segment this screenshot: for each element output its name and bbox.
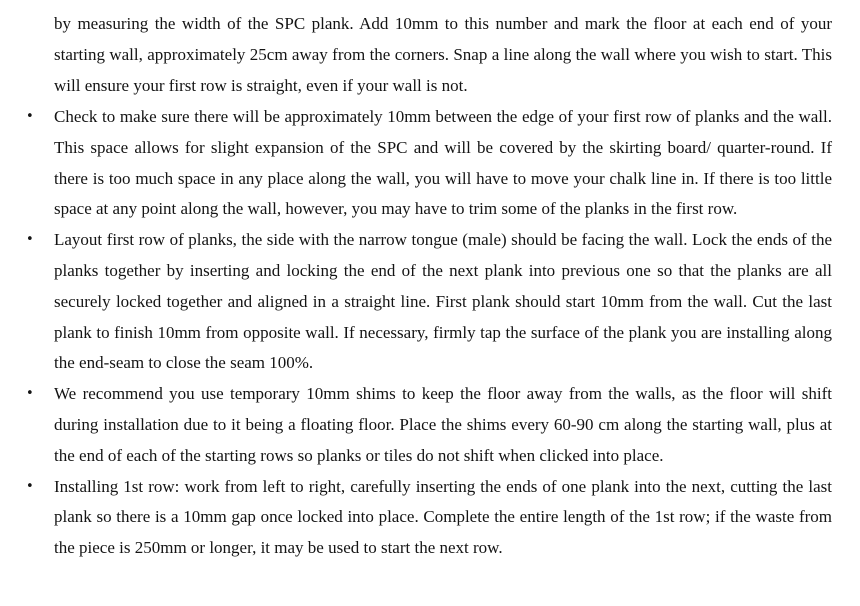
list-item-text: Layout first row of planks, the side with the narrow tongue (male) should be facing the wall. Lock the ends of the planks together by inserting and locking the end of the next plank into previous one so that the planks are all securely locked together and aligned in a straight line. First plank should start 10mm from the wall. Cut the last plank to finish 10mm from opposite wall. If necessary, firmly tap the surface of the plank you are installing along the end-seam to close the seam 100%.: [54, 230, 832, 373]
list-item-text: Check to make sure there will be approximately 10mm between the edge of your first row of planks and the wall. This space allows for slight expansion of the SPC and will be covered by the skirting board/ quarter-round. If there is too much space in any place along the wall, you will have to move your chalk line in. If there is too little space at any point along the wall, however, you may have to trim some of the planks in the first row.: [54, 107, 832, 219]
bullet-icon: •: [26, 386, 34, 402]
intro-paragraph: by measuring the width of the SPC plank. Add 10mm to this number and mark the floor at each end of your starting wall, approximately 25cm away from the corners. Snap a line along the wall where you wish to start. This will ensure your first row is straight, even if your wall is not.: [54, 14, 832, 95]
bullet-icon: •: [26, 478, 34, 494]
list-item: [0, 379, 832, 471]
list-item-text: We recommend you use temporary 10mm shims to keep the floor away from the walls, as the floor will shift during installation due to it being a floating floor. Place the shims every 60-90 cm along the starting wall, plus at the end of each of the starting rows so planks or tiles do not shift when clicked into place.: [54, 384, 832, 465]
instruction-list: [0, 102, 860, 564]
list-item-text: Installing 1st row: work from left to right, carefully inserting the ends of one plank into the next, cutting the last plank so there is a 10mm gap once locked into place. Complete the entire length of the 1st row; if the waste from the piece is 250mm or longer, it may be used to start the next row.: [54, 476, 832, 558]
list-item: [0, 102, 832, 225]
bullet-icon: •: [26, 232, 34, 248]
list-item: [0, 472, 832, 564]
list-item: [0, 225, 832, 379]
bullet-icon: •: [26, 109, 34, 124]
